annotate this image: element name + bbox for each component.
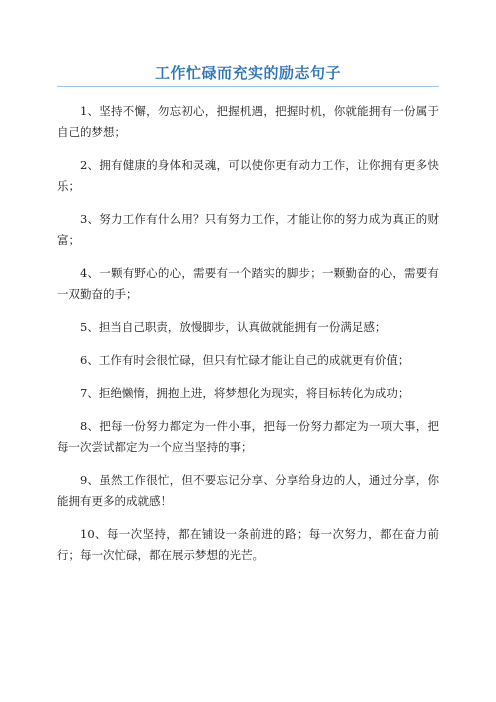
list-item: 7、拒绝懒惰，拥抱上进，将梦想化为现实，将目标转化为成功； xyxy=(80,386,410,400)
list-item: 3、努力工作有什么用？只有努力工作，才能让你的努力成为真正的财富； xyxy=(57,212,439,247)
document-title: 工作忙碌而充实的励志句子 xyxy=(154,64,341,82)
list-item: 10、每一次坚持，都在铺设一条前进的路；每一次努力，都在奋力前行；每一次忙碌，都在展示梦想的光芒。 xyxy=(57,527,439,562)
list-item: 9、虽然工作很忙，但不要忘记分享、分享给身边的人，通过分享，你能拥有更多的成就感！ xyxy=(57,473,439,508)
list-item: 5、担当自己职责，放慢脚步，认真做就能拥有一份满足感； xyxy=(80,320,387,334)
list-item: 6、工作有时会很忙碌，但只有忙碌才能让自己的成就更有价值； xyxy=(80,353,410,367)
list-item: 4、一颗有野心的心，需要有一个踏实的脚步；一颗勤奋的心，需要有一双勤奋的手； xyxy=(57,266,439,301)
list-item: 8、把每一份努力都定为一件小事，把每一份努力都定为一项大事，把每一次尝试都定为一个应当坚持的事； xyxy=(57,419,439,454)
list-item: 1、坚持不懈，勿忘初心，把握机遇，把握时机，你就能拥有一份属于自己的梦想； xyxy=(57,104,439,139)
list-item: 2、拥有健康的身体和灵魂，可以使你更有动力工作，让你拥有更多快乐； xyxy=(57,158,439,193)
title-underline xyxy=(57,86,439,87)
